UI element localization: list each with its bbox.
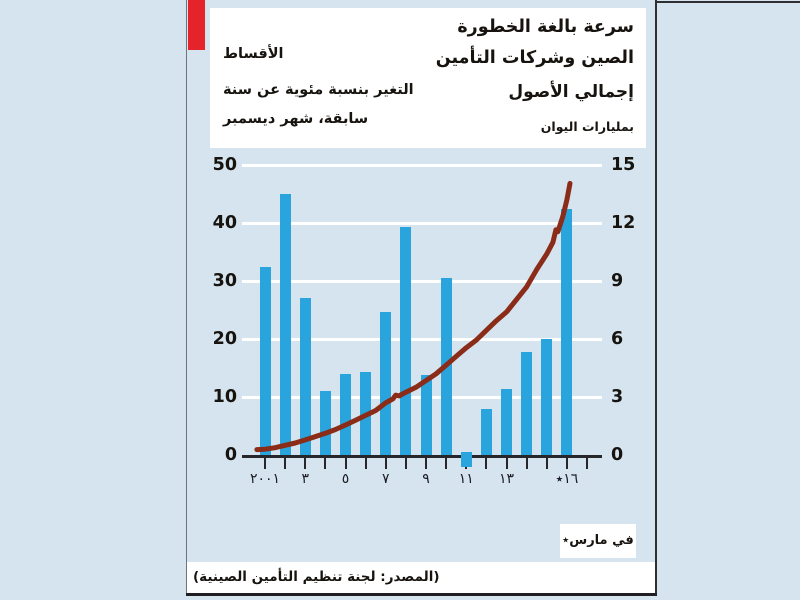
y-axis-label-left: 50 <box>212 155 237 175</box>
y-axis-label-left: 40 <box>212 213 237 233</box>
y-axis-label-right: 12 <box>611 213 636 233</box>
bar-premiums-2011-negative <box>461 452 472 467</box>
x-axis-label: ٩ <box>422 471 430 487</box>
left-series-description-line1: التغير بنسبة مئوية عن سنة <box>223 82 414 98</box>
x-axis-label: ٧ <box>382 471 390 487</box>
y-axis-label-right: 9 <box>611 271 624 291</box>
right-series-label: إجمالي الأصول <box>508 82 634 102</box>
chart-title <box>436 12 634 74</box>
y-axis-label-right: 3 <box>611 387 624 407</box>
x-axis-label: ١٣ <box>499 471 515 487</box>
left-series-description <box>223 76 414 134</box>
source-note: (المصدر: لجنة تنظيم التأمين الصينية) <box>187 562 655 593</box>
y-axis-label-right: 15 <box>611 155 636 175</box>
red-accent-block <box>188 0 205 50</box>
left-series-description-line2: سابقة، شهر ديسمبر <box>223 111 369 127</box>
assets-line-series <box>242 160 602 460</box>
right-column-rule <box>655 0 657 596</box>
y-axis-label-right: 6 <box>611 329 624 349</box>
footnote: في مارس٭ <box>560 524 636 558</box>
chart-title-line1: سرعة بالغة الخطورة <box>457 17 634 37</box>
left-series-label: الأقساط <box>223 46 284 62</box>
x-axis-label: ١٦٭ <box>555 471 579 487</box>
y-axis-label-left: 20 <box>212 329 237 349</box>
chart-title-line2: الصين وشركات التأمين <box>435 48 634 68</box>
y-axis-label-left: 10 <box>212 387 237 407</box>
x-axis-label: ٣ <box>301 471 310 487</box>
right-series-unit: بمليارات اليوان <box>540 119 634 134</box>
y-axis-label-left: 30 <box>212 271 237 291</box>
left-column-rule <box>186 0 187 596</box>
x-axis-label: ٥ <box>341 471 350 487</box>
x-axis-label: ١١ <box>458 471 474 487</box>
bottom-rule <box>186 593 657 596</box>
assets-line-path <box>257 183 570 449</box>
top-right-rule <box>657 1 800 3</box>
y-axis-label-right: 0 <box>611 445 624 465</box>
y-axis-label-left: 0 <box>224 445 237 465</box>
x-axis-label: ٢٠٠١ <box>249 471 281 487</box>
